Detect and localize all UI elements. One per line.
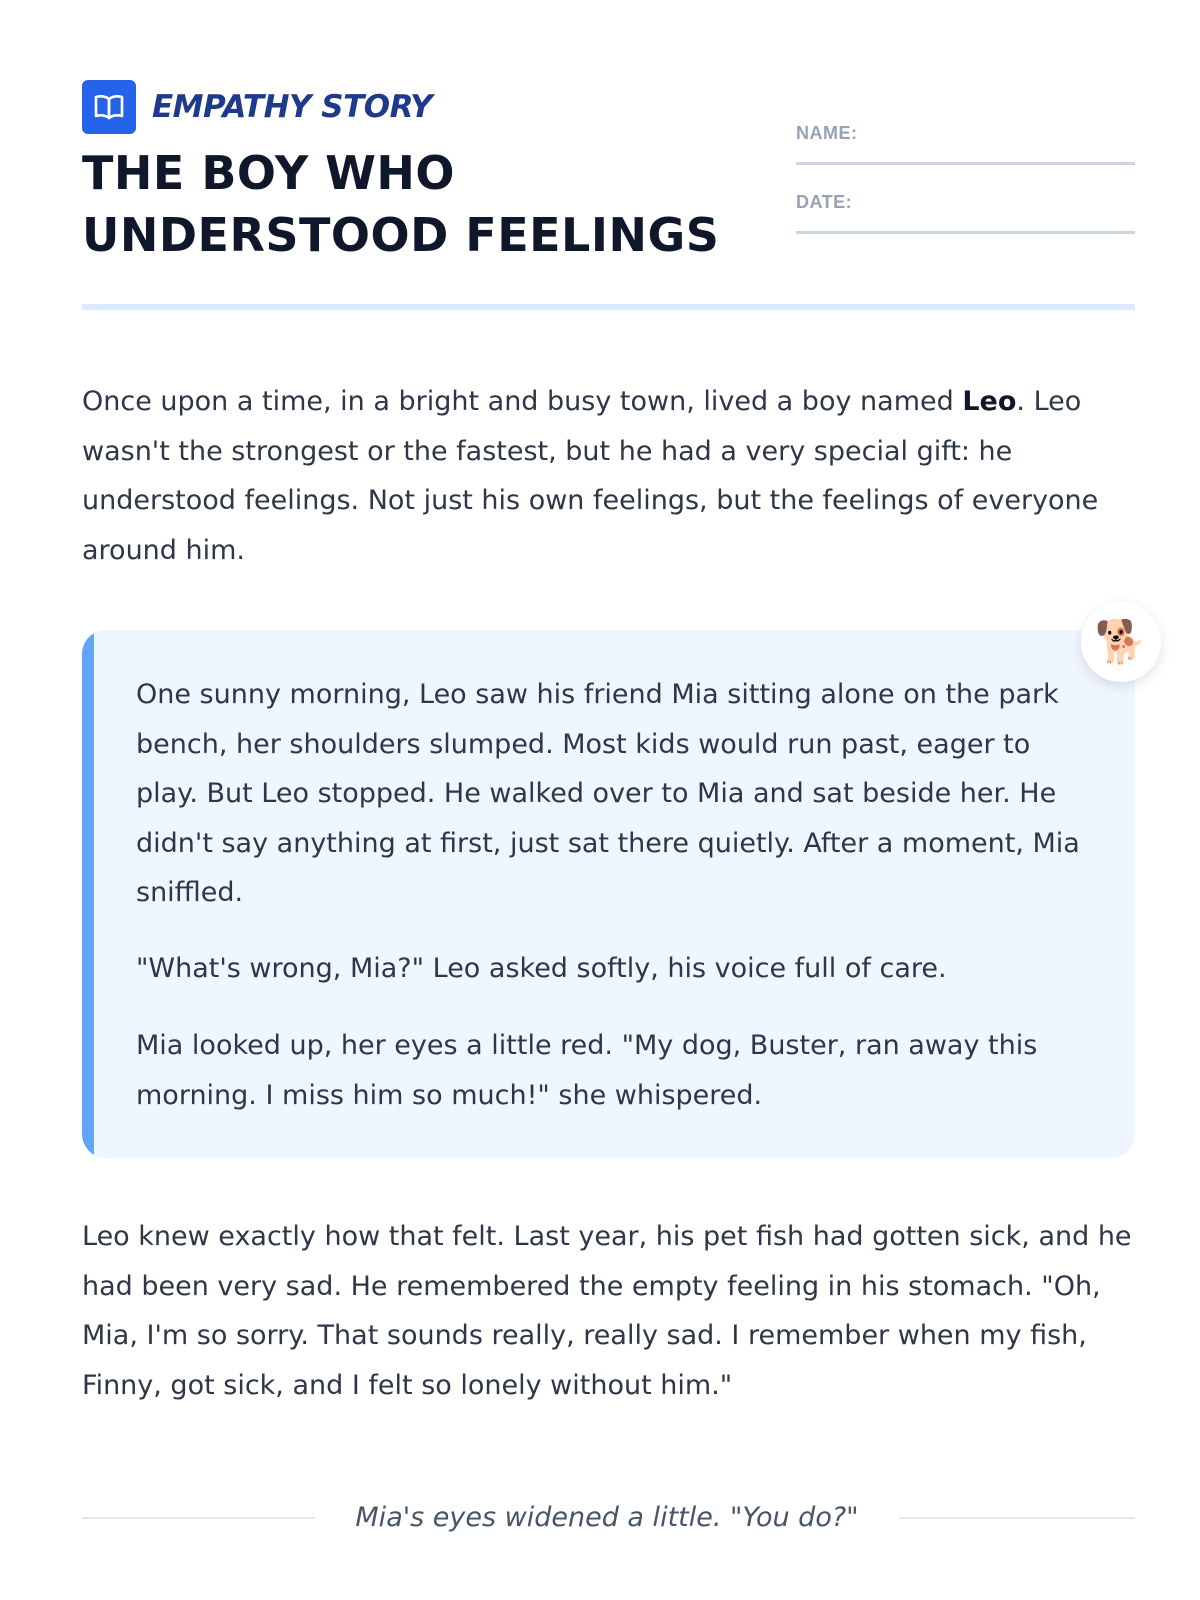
worksheet-page xyxy=(82,0,1148,1600)
quote-divider-left xyxy=(82,1517,315,1519)
quote-divider-right xyxy=(899,1517,1135,1519)
category-tag xyxy=(82,80,432,134)
category-label: EMPATHY STORY xyxy=(152,89,433,125)
title-line-1: THE BOY WHO xyxy=(82,146,456,200)
dog-icon: 🐕 xyxy=(1081,602,1161,682)
intro-text-end: . Leo wasn't the strongest or the fastest, but he had a very special gift: he understood feelings. Not just his own feelings, but the feelings of everyone around him. xyxy=(82,386,1099,566)
page-title xyxy=(82,142,782,266)
student-info-fields xyxy=(796,120,1135,258)
story-paragraph-3: Mia looked up, her eyes a little red. "My dog, Buster, ran away this morning. I miss him so much!" she whispered. xyxy=(136,1030,1038,1111)
date-field-label: DATE: xyxy=(796,192,853,212)
pull-quote xyxy=(82,1488,1135,1548)
name-field-label: NAME: xyxy=(796,123,858,143)
story-paragraph-2: "What's wrong, Mia?" Leo asked softly, his voice full of care. xyxy=(136,953,947,984)
intro-text-start: Once upon a time, in a bright and busy town, lived a boy named xyxy=(82,386,963,417)
open-book-icon xyxy=(82,80,136,134)
worksheet-header xyxy=(82,80,1135,310)
title-line-2: UNDERSTOOD FEELINGS xyxy=(82,208,720,262)
header-divider xyxy=(82,304,1135,310)
intro-paragraph xyxy=(82,377,1135,575)
continuation-paragraph: Leo knew exactly how that felt. Last year, his pet fish had gotten sick, and he had been very sad. He remembered the empty feeling in his stomach. "Oh, Mia, I'm so sorry. That sounds really, really sad. I remember when my fish, Finny, got sick, and I felt so lonely without him." xyxy=(82,1221,1132,1401)
story-paragraph-1: One sunny morning, Leo saw his friend Mia sitting alone on the park bench, her shoulders slumped. Most kids would run past, eager to play. But Leo stopped. He walked over to Mia and sat beside her. He didn't say anything at first, just sat there quietly. After a moment, Mia sniffled. xyxy=(136,679,1080,908)
date-field[interactable] xyxy=(796,189,1135,234)
story-highlight-box xyxy=(82,630,1135,1158)
pull-quote-text: Mia's eyes widened a little. "You do?" xyxy=(355,1502,859,1533)
name-field[interactable] xyxy=(796,120,1135,165)
character-name: Leo xyxy=(962,386,1017,417)
